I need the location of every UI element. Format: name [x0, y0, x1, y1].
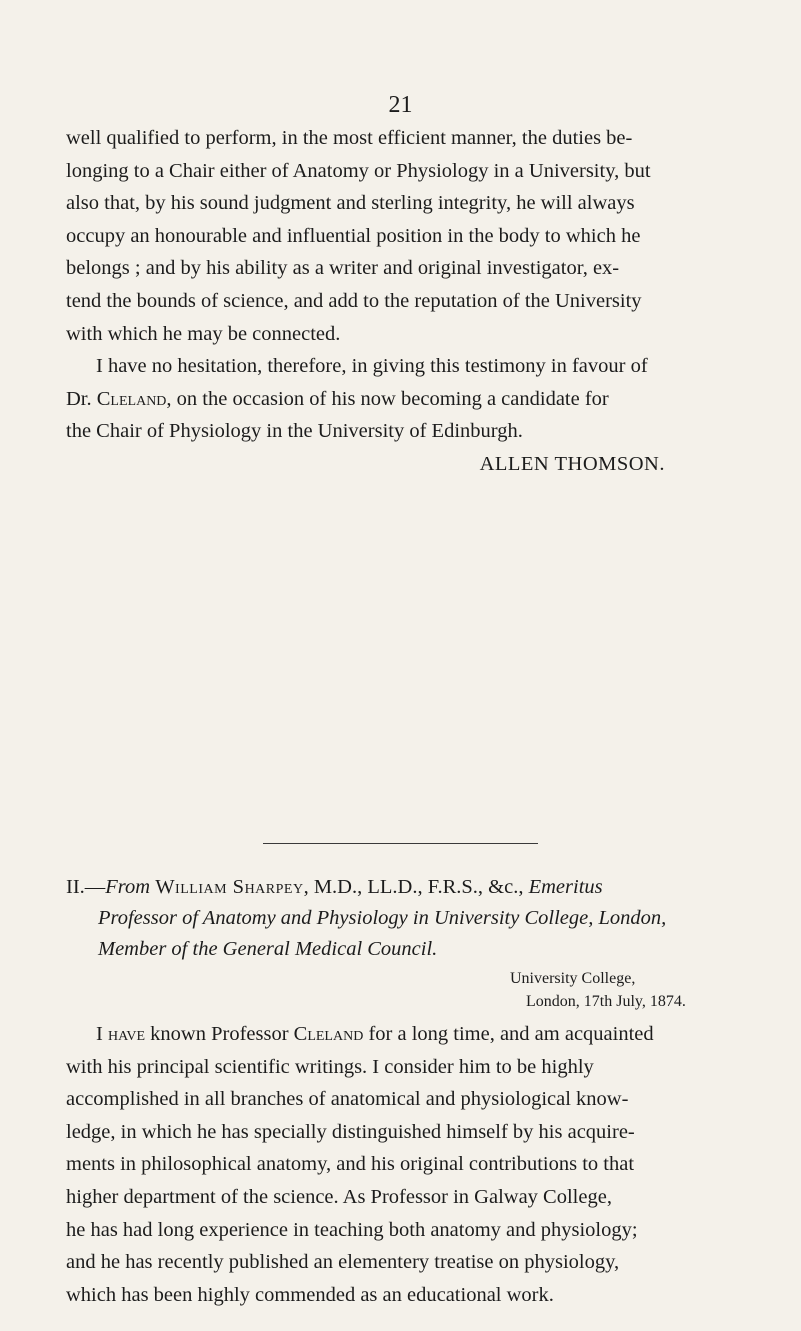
text-span: I — [96, 1023, 103, 1045]
author-membership: Member of the General Medical Council. — [98, 938, 438, 960]
text-line: ledge, in which he has specially distinguished himself by his acquire- — [66, 1120, 635, 1143]
text-line — [66, 1018, 735, 1051]
text-line: well qualified to perform, in the most efficient manner, the duties be- — [66, 127, 633, 149]
heading-from: From — [105, 876, 151, 898]
testimony-paragraph — [66, 350, 735, 480]
text-line: also that, by his sound judgment and sterling integrity, he will always — [66, 192, 635, 215]
text-line: the Chair of Physiology in the University of Edinburgh. — [66, 420, 523, 443]
text-line: and he has recently published an elementery treatise on physiology, — [66, 1251, 620, 1274]
section-divider — [263, 843, 538, 844]
text-line — [66, 383, 735, 416]
emeritus-title: Emeritus — [528, 876, 603, 898]
text-line: I have no hesitation, therefore, in giving this testimony in favour of — [96, 355, 648, 377]
text-line: belongs ; and by his ability as a writer and original investigator, ex- — [66, 257, 620, 280]
text-line: which has been highly commended as an educational work. — [66, 1283, 554, 1306]
text-line: with which he may be connected. — [66, 322, 341, 345]
text-line: he has had long experience in teaching both anatomy and physiology; — [66, 1218, 638, 1241]
text-line: with his principal scientific writings. I consider him to be highly — [66, 1055, 594, 1078]
page-number: 21 — [388, 92, 413, 118]
text-span: for a long time, and am acquainted — [363, 1023, 654, 1045]
text-line: occupy an honourable and influential position in the body to which he — [66, 224, 641, 247]
text-line: accomplished in all branches of anatomical and physiological know- — [66, 1088, 629, 1111]
text-line: tend the bounds of science, and add to the reputation of the University — [66, 289, 642, 312]
text-line: longing to a Chair either of Anatomy or Physiology in a University, but — [66, 159, 651, 182]
heading-line — [66, 872, 735, 903]
person-name: Cleland — [96, 387, 167, 410]
author-name: William Sharpey — [155, 876, 304, 898]
continuation-paragraph — [66, 122, 735, 350]
author-position: Professor of Anatomy and Physiology in University College, London, — [98, 907, 667, 929]
text-line: higher department of the science. As Professor in Galway College, — [66, 1185, 612, 1208]
text-line: ments in philosophical anatomy, and his original contributions to that — [66, 1153, 635, 1176]
letter-body — [66, 1018, 735, 1311]
signature-thomson: ALLEN THOMSON. — [479, 452, 665, 475]
author-credentials: , M.D., LL.D., F.R.S., &c., — [303, 876, 529, 898]
address-line: London, 17th July, 1874. — [526, 993, 686, 1010]
text-span: known Professor — [145, 1023, 294, 1045]
letter-heading — [66, 872, 735, 965]
text-span: have — [102, 1023, 146, 1045]
heading-line — [66, 934, 735, 965]
section-numeral: II.— — [66, 876, 106, 898]
text-span: Dr. — [66, 387, 97, 410]
address-line: University College, — [510, 970, 636, 987]
heading-line — [66, 903, 735, 934]
person-name: Cleland — [293, 1023, 364, 1045]
text-span: , on the occasion of his now becoming a candidate for — [166, 387, 609, 410]
